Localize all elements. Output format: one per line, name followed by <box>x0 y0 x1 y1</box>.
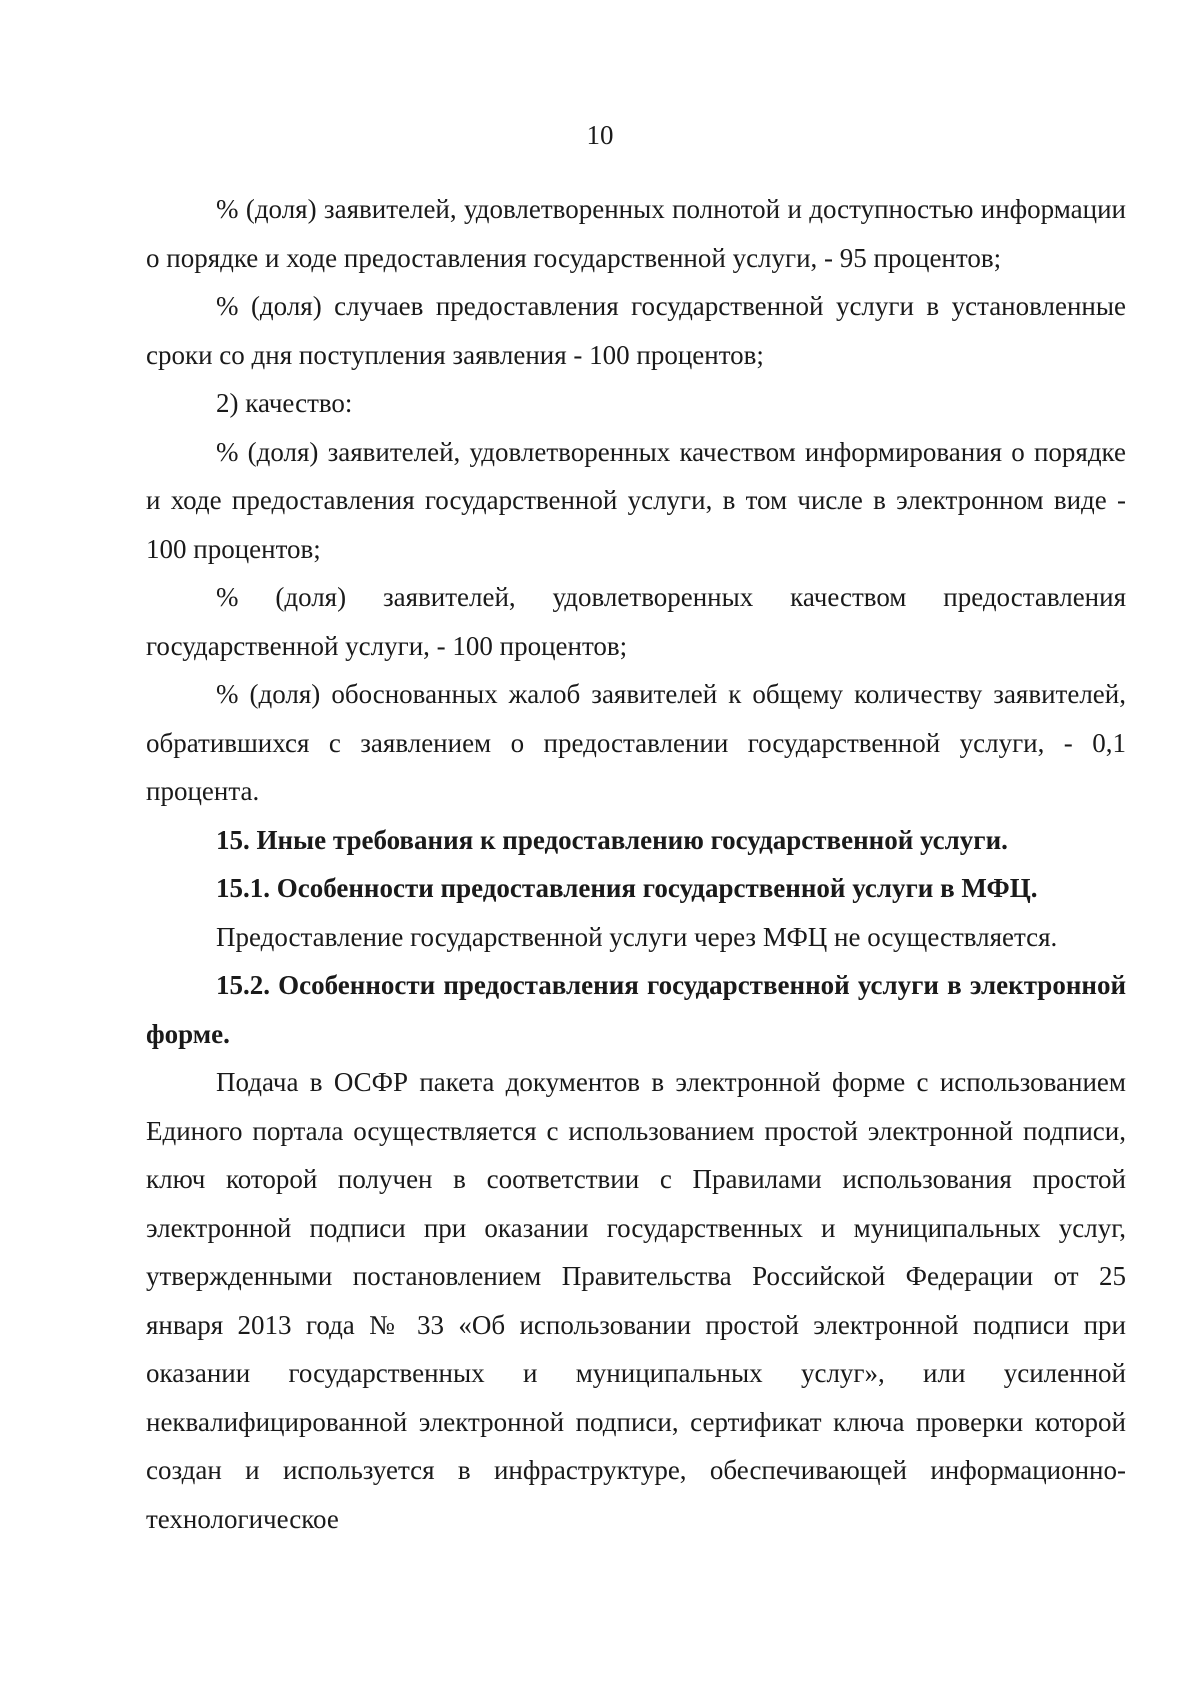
paragraph-info-satisfaction: % (доля) заявителей, удовлетворенных полнотой и доступностью информации о порядке и ходе предоставления государственной услуги, - 95 процентов; <box>146 194 1126 273</box>
section-heading-15: 15. Иные требования к предоставлению государственной услуги. <box>216 824 1008 855</box>
section-heading-15-1: 15.1. Особенности предоставления государственной услуги в МФЦ. <box>216 873 1038 903</box>
paragraph-complaints: % (доля) обоснованных жалоб заявителей к общему количеству заявителей, обратившихся с заявлением о предоставлении государственной услуги, - 0,1 процента. <box>146 679 1126 806</box>
document-body <box>146 185 1126 1543</box>
paragraph-quality-heading: 2) качество: <box>216 388 353 418</box>
paragraph-mfc: Предоставление государственной услуги через МФЦ не осуществляется. <box>216 921 1058 952</box>
paragraph-informing-quality: % (доля) заявителей, удовлетворенных качеством информирования о порядке и ходе предоставления государственной услуги, в том числе в электронном виде - 100 процентов; <box>146 436 1126 564</box>
paragraph-timely-cases: % (доля) случаев предоставления государственной услуги в установленные сроки со дня поступления заявления - 100 процентов; <box>146 291 1126 370</box>
page-number: 10 <box>586 120 614 150</box>
section-heading-15-2: 15.2. Особенности предоставления государственной услуги в электронной форме. <box>146 970 1126 1049</box>
paragraph-electronic-submission: Подача в ОСФР пакета документов в электронной форме с использованием Единого портала осуществляется с использованием простой электронной подписи, ключ которой получен в соответствии с Правилами использования простой электронной подписи при оказании государственных и муниципальных услуг, утвержденными постановлением Правительства Российской Федерации от 25 января 2013 года № 33 «Об использовании простой электронной подписи при оказании государственных и муниципальных услуг», или усиленной неквалифицированной электронной подписи, сертификат ключа проверки которой создан и используется в инфраструктуре, обеспечивающей информационно-технологическое <box>146 1067 1126 1534</box>
paragraph-service-quality: % (доля) заявителей, удовлетворенных качеством предоставления государственной услуги, - 100 процентов; <box>146 582 1126 661</box>
